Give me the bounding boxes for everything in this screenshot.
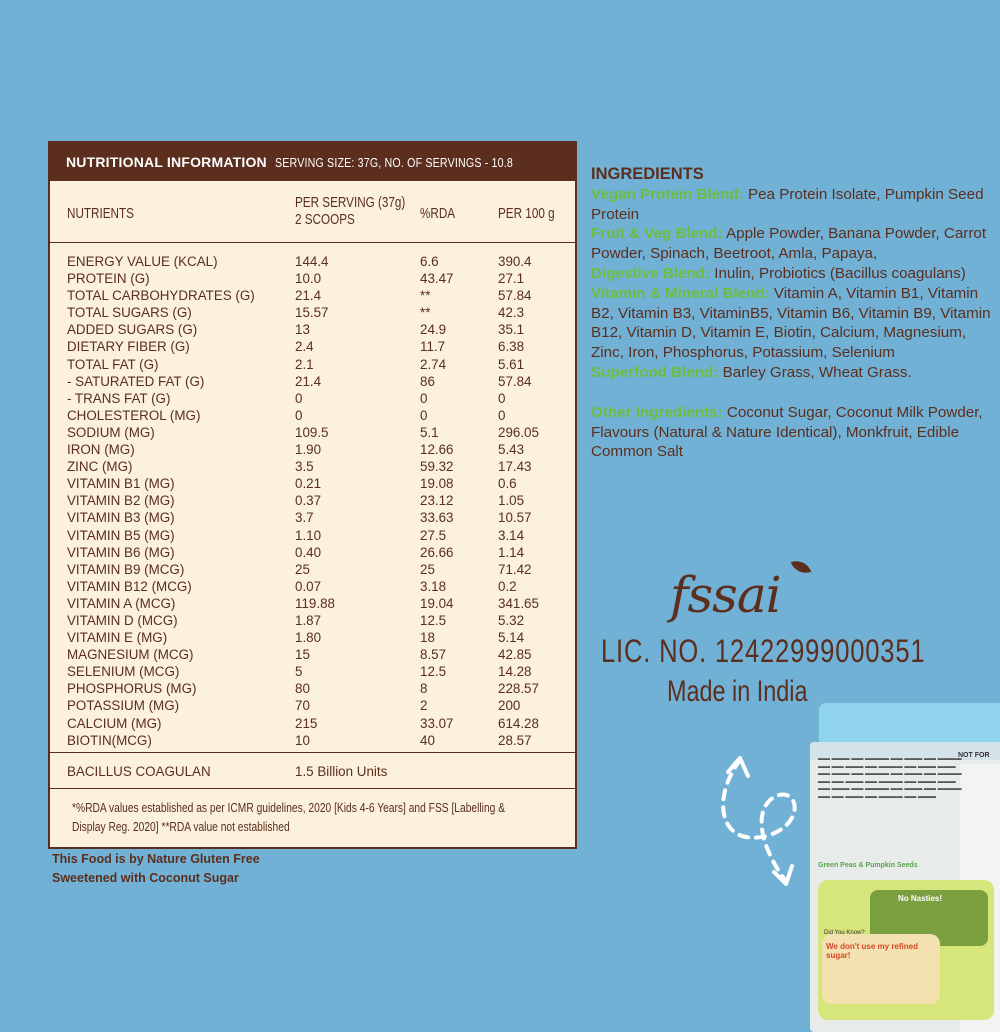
per-serving-value: 144.4 xyxy=(295,254,329,269)
superfood-label: Superfood Blend: xyxy=(591,363,719,381)
table-row xyxy=(50,578,575,595)
table-row xyxy=(50,509,575,526)
nutrient-name: VITAMIN B3 (MG) xyxy=(67,510,175,526)
bacillus-value: 1.5 Billion Units xyxy=(295,764,388,779)
nutrition-header xyxy=(50,143,575,181)
ingredient-other xyxy=(591,403,991,462)
nutrition-title: NUTRITIONAL INFORMATION xyxy=(66,154,267,170)
superfood-text: Barley Grass, Wheat Grass. xyxy=(718,363,912,381)
nutrient-name: VITAMIN B1 (MG) xyxy=(67,476,175,492)
table-row xyxy=(50,390,575,407)
per-serving-value: 1.87 xyxy=(295,612,322,628)
per-serving-value: 0.07 xyxy=(295,578,322,594)
per100-value: 0.2 xyxy=(498,578,517,594)
per-serving-value: 0.40 xyxy=(295,544,322,560)
dashed-arrow-icon xyxy=(700,740,820,900)
per100-value: 35.1 xyxy=(498,322,525,338)
jar-variant: Green Peas & Pumpkin Seeds xyxy=(818,862,918,869)
nutrient-name: VITAMIN E (MG) xyxy=(67,630,168,646)
nutrient-name: TOTAL FAT (G) xyxy=(67,356,159,372)
per-serving-value: 2.1 xyxy=(295,356,314,372)
ingredient-fruit xyxy=(591,224,991,264)
rda-value: ** xyxy=(420,305,431,321)
rda-value: ** xyxy=(420,288,431,304)
per100-value: 0.6 xyxy=(498,476,517,492)
table-row xyxy=(50,287,575,304)
per100-value: 28.57 xyxy=(498,732,532,748)
table-row xyxy=(50,338,575,355)
nutrient-name: VITAMIN B9 (MCG) xyxy=(67,561,185,577)
per-serving-value: 21.4 xyxy=(295,373,322,389)
rda-value: 0 xyxy=(420,390,428,406)
per100-value: 57.84 xyxy=(498,288,532,304)
per-serving-value: 0.37 xyxy=(295,493,322,509)
rda-value: 2 xyxy=(420,698,428,714)
coconut-sugar-note: Sweetened with Coconut Sugar xyxy=(52,871,239,885)
nutrition-panel xyxy=(48,141,577,849)
rda-value: 33.63 xyxy=(420,510,454,526)
other-label: Other Ingredients: xyxy=(591,403,723,421)
nutrient-name: BIOTIN(MCG) xyxy=(67,732,152,748)
col-rda: %RDA xyxy=(420,205,456,222)
table-row xyxy=(50,373,575,390)
col-per-serving xyxy=(295,194,405,228)
per-serving-value: 1.80 xyxy=(295,630,322,646)
table-row xyxy=(50,356,575,373)
rda-value: 27.5 xyxy=(420,527,447,543)
per100-value: 42.3 xyxy=(498,305,525,321)
per100-value: 390.4 xyxy=(498,254,532,269)
per100-value: 3.14 xyxy=(498,527,525,543)
rda-value: 43.47 xyxy=(420,271,454,287)
nutrient-name: TOTAL SUGARS (G) xyxy=(67,305,192,321)
per100-value: 1.05 xyxy=(498,493,525,509)
rda-value: 25 xyxy=(420,561,435,577)
fruit-label: Fruit & Veg Blend: xyxy=(591,225,723,243)
table-row xyxy=(50,492,575,509)
protein-text: Pea Protein Isolate, Pumpkin Seed Protein xyxy=(591,185,984,223)
vitamin-text: Vitamin A, Vitamin B1, Vitamin B2, Vitamin B3, VitaminB5, Vitamin B6, Vitamin B9, Vitamin B12, Vitamin D, Vitamin E, Biotin, Calcium, Magnesium, Zinc, Iron, Phosphorus, Potassium, Selenium xyxy=(591,284,991,362)
table-row xyxy=(50,475,575,492)
nutrient-name: VITAMIN B12 (MCG) xyxy=(67,578,192,594)
rda-value: 12.5 xyxy=(420,664,447,680)
table-row xyxy=(50,629,575,646)
per100-value: 57.84 xyxy=(498,373,532,389)
per-serving-value: 10.0 xyxy=(295,271,322,287)
nutrient-name: MAGNESIUM (MCG) xyxy=(67,647,194,663)
rda-value: 59.32 xyxy=(420,459,454,475)
table-row xyxy=(50,441,575,458)
table-row xyxy=(50,663,575,680)
per-serving-value: 1.90 xyxy=(295,442,322,458)
nutrient-name: PHOSPHORUS (MG) xyxy=(67,681,197,697)
nutrient-name: PROTEIN (G) xyxy=(67,271,150,287)
nutrient-name: VITAMIN B2 (MG) xyxy=(67,493,175,509)
per-serving-value: 15.57 xyxy=(295,305,329,321)
jar-refined-sugar: We don't use my refined sugar! xyxy=(826,942,918,960)
per100-value: 14.28 xyxy=(498,664,532,680)
nutrient-name: ADDED SUGARS (G) xyxy=(67,322,198,338)
per100-value: 614.28 xyxy=(498,715,539,731)
per-serving-value: 80 xyxy=(295,681,310,697)
footnote-line2: Display Reg. 2020] **RDA value not established xyxy=(72,820,290,834)
nutrient-name: ENERGY VALUE (KCAL) xyxy=(67,254,218,269)
per-serving-value: 3.5 xyxy=(295,459,314,475)
per-serving-value: 15 xyxy=(295,647,310,663)
table-row xyxy=(50,407,575,424)
ingredient-protein xyxy=(591,185,991,225)
per100-value: 341.65 xyxy=(498,595,539,611)
digestive-text: Inulin, Probiotics (Bacillus coagulans) xyxy=(710,264,966,282)
rda-value: 33.07 xyxy=(420,715,454,731)
table-row xyxy=(50,732,575,749)
per100-value: 0 xyxy=(498,407,506,423)
per100-value: 5.43 xyxy=(498,442,525,458)
per100-value: 0 xyxy=(498,390,506,406)
divider xyxy=(50,752,575,753)
footnote-line1: *%RDA values established as per ICMR guidelines, 2020 [Kids 4-6 Years] and FSS [Labelling & xyxy=(72,801,506,815)
rda-value: 12.5 xyxy=(420,612,447,628)
nutrient-name: ZINC (MG) xyxy=(67,459,133,475)
ingredients-block xyxy=(591,165,991,462)
rda-value: 0 xyxy=(420,407,428,423)
digestive-label: Digestive Blend: xyxy=(591,264,710,282)
per-serving-value: 0 xyxy=(295,390,303,406)
per100-value: 42.85 xyxy=(498,647,532,663)
rda-value: 2.74 xyxy=(420,356,447,372)
per100-value: 10.57 xyxy=(498,510,532,526)
rda-value: 18 xyxy=(420,630,435,646)
table-row xyxy=(50,646,575,663)
table-row xyxy=(50,680,575,697)
per-serving-value: 13 xyxy=(295,322,310,338)
ingredient-superfood xyxy=(591,363,991,383)
table-row xyxy=(50,304,575,321)
per-serving-value: 0.21 xyxy=(295,476,322,492)
gluten-free-note: This Food is by Nature Gluten Free xyxy=(52,852,260,866)
nutrient-name: DIETARY FIBER (G) xyxy=(67,339,190,355)
nutrient-name: - SATURATED FAT (G) xyxy=(67,373,205,389)
table-row xyxy=(50,321,575,338)
per100-value: 5.14 xyxy=(498,630,525,646)
vitamin-label: Vitamin & Mineral Blend: xyxy=(591,284,770,302)
table-row xyxy=(50,270,575,287)
per-serving-value: 0 xyxy=(295,407,303,423)
rda-value: 8.57 xyxy=(420,647,447,663)
rda-value: 19.04 xyxy=(420,595,454,611)
per-serving-value: 21.4 xyxy=(295,288,322,304)
ingredient-vitamin xyxy=(591,284,991,363)
fruit-text: Apple Powder, Banana Powder, Carrot Powder, Spinach, Beetroot, Amla, Papaya, xyxy=(591,225,987,263)
table-row xyxy=(50,697,575,714)
per100-value: 200 xyxy=(498,698,521,714)
nutrient-name: SELENIUM (MCG) xyxy=(67,664,180,680)
nutrient-name: TOTAL CARBOHYDRATES (G) xyxy=(67,288,255,304)
per-serving-value: 109.5 xyxy=(295,424,329,440)
fssai-leaf-icon xyxy=(791,557,812,578)
product-jar xyxy=(810,700,1000,1020)
nutrient-name: VITAMIN B5 (MG) xyxy=(67,527,175,543)
nutrient-name: VITAMIN A (MCG) xyxy=(67,595,176,611)
table-row xyxy=(50,253,575,270)
per100-value: 228.57 xyxy=(498,681,539,697)
col-per-serving-line1: PER SERVING (37g) xyxy=(295,194,406,211)
per-serving-value: 25 xyxy=(295,561,310,577)
nutrient-name: SODIUM (MG) xyxy=(67,424,155,440)
jar-no-nasties: No Nasties! xyxy=(898,894,943,903)
per100-value: 296.05 xyxy=(498,424,539,440)
table-row xyxy=(50,527,575,544)
nutrient-name: VITAMIN B6 (MG) xyxy=(67,544,175,560)
rda-value: 19.08 xyxy=(420,476,454,492)
per-serving-value: 70 xyxy=(295,698,310,714)
table-row xyxy=(50,458,575,475)
col-nutrients: NUTRIENTS xyxy=(67,205,134,222)
rda-value: 24.9 xyxy=(420,322,447,338)
per-serving-value: 2.4 xyxy=(295,339,314,355)
rda-value: 11.7 xyxy=(420,339,446,355)
divider xyxy=(50,788,575,789)
nutrient-rows xyxy=(50,253,575,749)
per-serving-value: 119.88 xyxy=(295,595,335,611)
nutrient-name: CHOLESTEROL (MG) xyxy=(67,407,201,423)
table-row xyxy=(50,544,575,561)
nutrient-name: - TRANS FAT (G) xyxy=(67,390,171,406)
table-row xyxy=(50,424,575,441)
bacillus-name: BACILLUS COAGULAN xyxy=(67,764,211,779)
rda-value: 6.6 xyxy=(420,254,439,269)
protein-label: Vegan Protein Blend: xyxy=(591,185,744,203)
nutrient-name: CALCIUM (MG) xyxy=(67,715,162,731)
rda-value: 12.66 xyxy=(420,442,454,458)
per100-value: 5.61 xyxy=(498,356,525,372)
fssai-logo: fssai xyxy=(670,566,781,624)
ingredient-digestive xyxy=(591,264,991,284)
per100-value: 71.42 xyxy=(498,561,532,577)
table-row xyxy=(50,595,575,612)
per-serving-value: 1.10 xyxy=(295,527,322,543)
rda-value: 3.18 xyxy=(420,578,447,594)
nutrient-name: IRON (MG) xyxy=(67,442,135,458)
jar-body xyxy=(810,742,1000,1032)
ingredients-title: INGREDIENTS xyxy=(591,165,704,183)
per-serving-value: 215 xyxy=(295,715,318,731)
nutrient-name: VITAMIN D (MCG) xyxy=(67,612,178,628)
footnote xyxy=(72,799,531,837)
nutrient-name: POTASSIUM (MG) xyxy=(67,698,180,714)
per-serving-value: 10 xyxy=(295,732,310,748)
rda-value: 40 xyxy=(420,732,435,748)
table-row xyxy=(50,612,575,629)
per100-value: 17.43 xyxy=(498,459,532,475)
table-row xyxy=(50,715,575,732)
license-number: LIC. NO. 12422999000351 xyxy=(601,633,926,669)
rda-value: 26.66 xyxy=(420,544,454,560)
rda-value: 5.1 xyxy=(420,424,439,440)
per100-value: 27.1 xyxy=(498,271,525,287)
jar-did-you-know: Did You Know? xyxy=(824,930,865,936)
col-per100: PER 100 g xyxy=(498,205,555,222)
per100-value: 6.38 xyxy=(498,339,525,355)
divider xyxy=(50,242,575,243)
made-in-india: Made in India xyxy=(667,675,808,708)
table-row xyxy=(50,561,575,578)
per100-value: 1.14 xyxy=(498,544,525,560)
other-text: Coconut Sugar, Coconut Milk Powder, Flavours (Natural & Nature Identical), Monkfruit, Edible Common Salt xyxy=(591,403,983,461)
jar-fine-print: ▬▬ ▬▬▬ ▬▬ ▬▬▬▬ ▬▬ ▬▬▬ ▬▬ ▬▬▬▬ ▬▬ ▬▬ ▬▬▬ ▬▬ ▬▬▬▬ ▬▬ ▬▬▬ ▬▬▬ ▬▬ ▬▬▬ ▬▬ ▬▬▬▬ ▬▬ ▬▬▬ ▬▬ ▬▬▬▬ ▬▬ ▬▬ ▬▬▬ ▬▬ ▬▬▬▬ ▬▬ ▬▬▬ ▬▬▬ ▬▬ ▬▬▬ ▬▬ ▬▬▬▬ ▬▬ ▬▬▬ ▬▬ ▬▬▬▬ ▬▬ ▬▬ ▬▬▬ ▬▬ ▬▬▬▬ ▬▬ ▬▬▬ xyxy=(818,756,962,800)
col-per-serving-line2: 2 SCOOPS xyxy=(295,211,355,228)
rda-value: 8 xyxy=(420,681,428,697)
per-serving-value: 3.7 xyxy=(295,510,314,526)
per100-value: 5.32 xyxy=(498,612,525,628)
rda-value: 23.12 xyxy=(420,493,454,509)
jar-not-for: NOT FOR xyxy=(958,752,990,759)
serving-size: SERVING SIZE: 37G, NO. OF SERVINGS - 10.8 xyxy=(274,154,513,170)
rda-value: 86 xyxy=(420,373,435,389)
per-serving-value: 5 xyxy=(295,664,303,680)
